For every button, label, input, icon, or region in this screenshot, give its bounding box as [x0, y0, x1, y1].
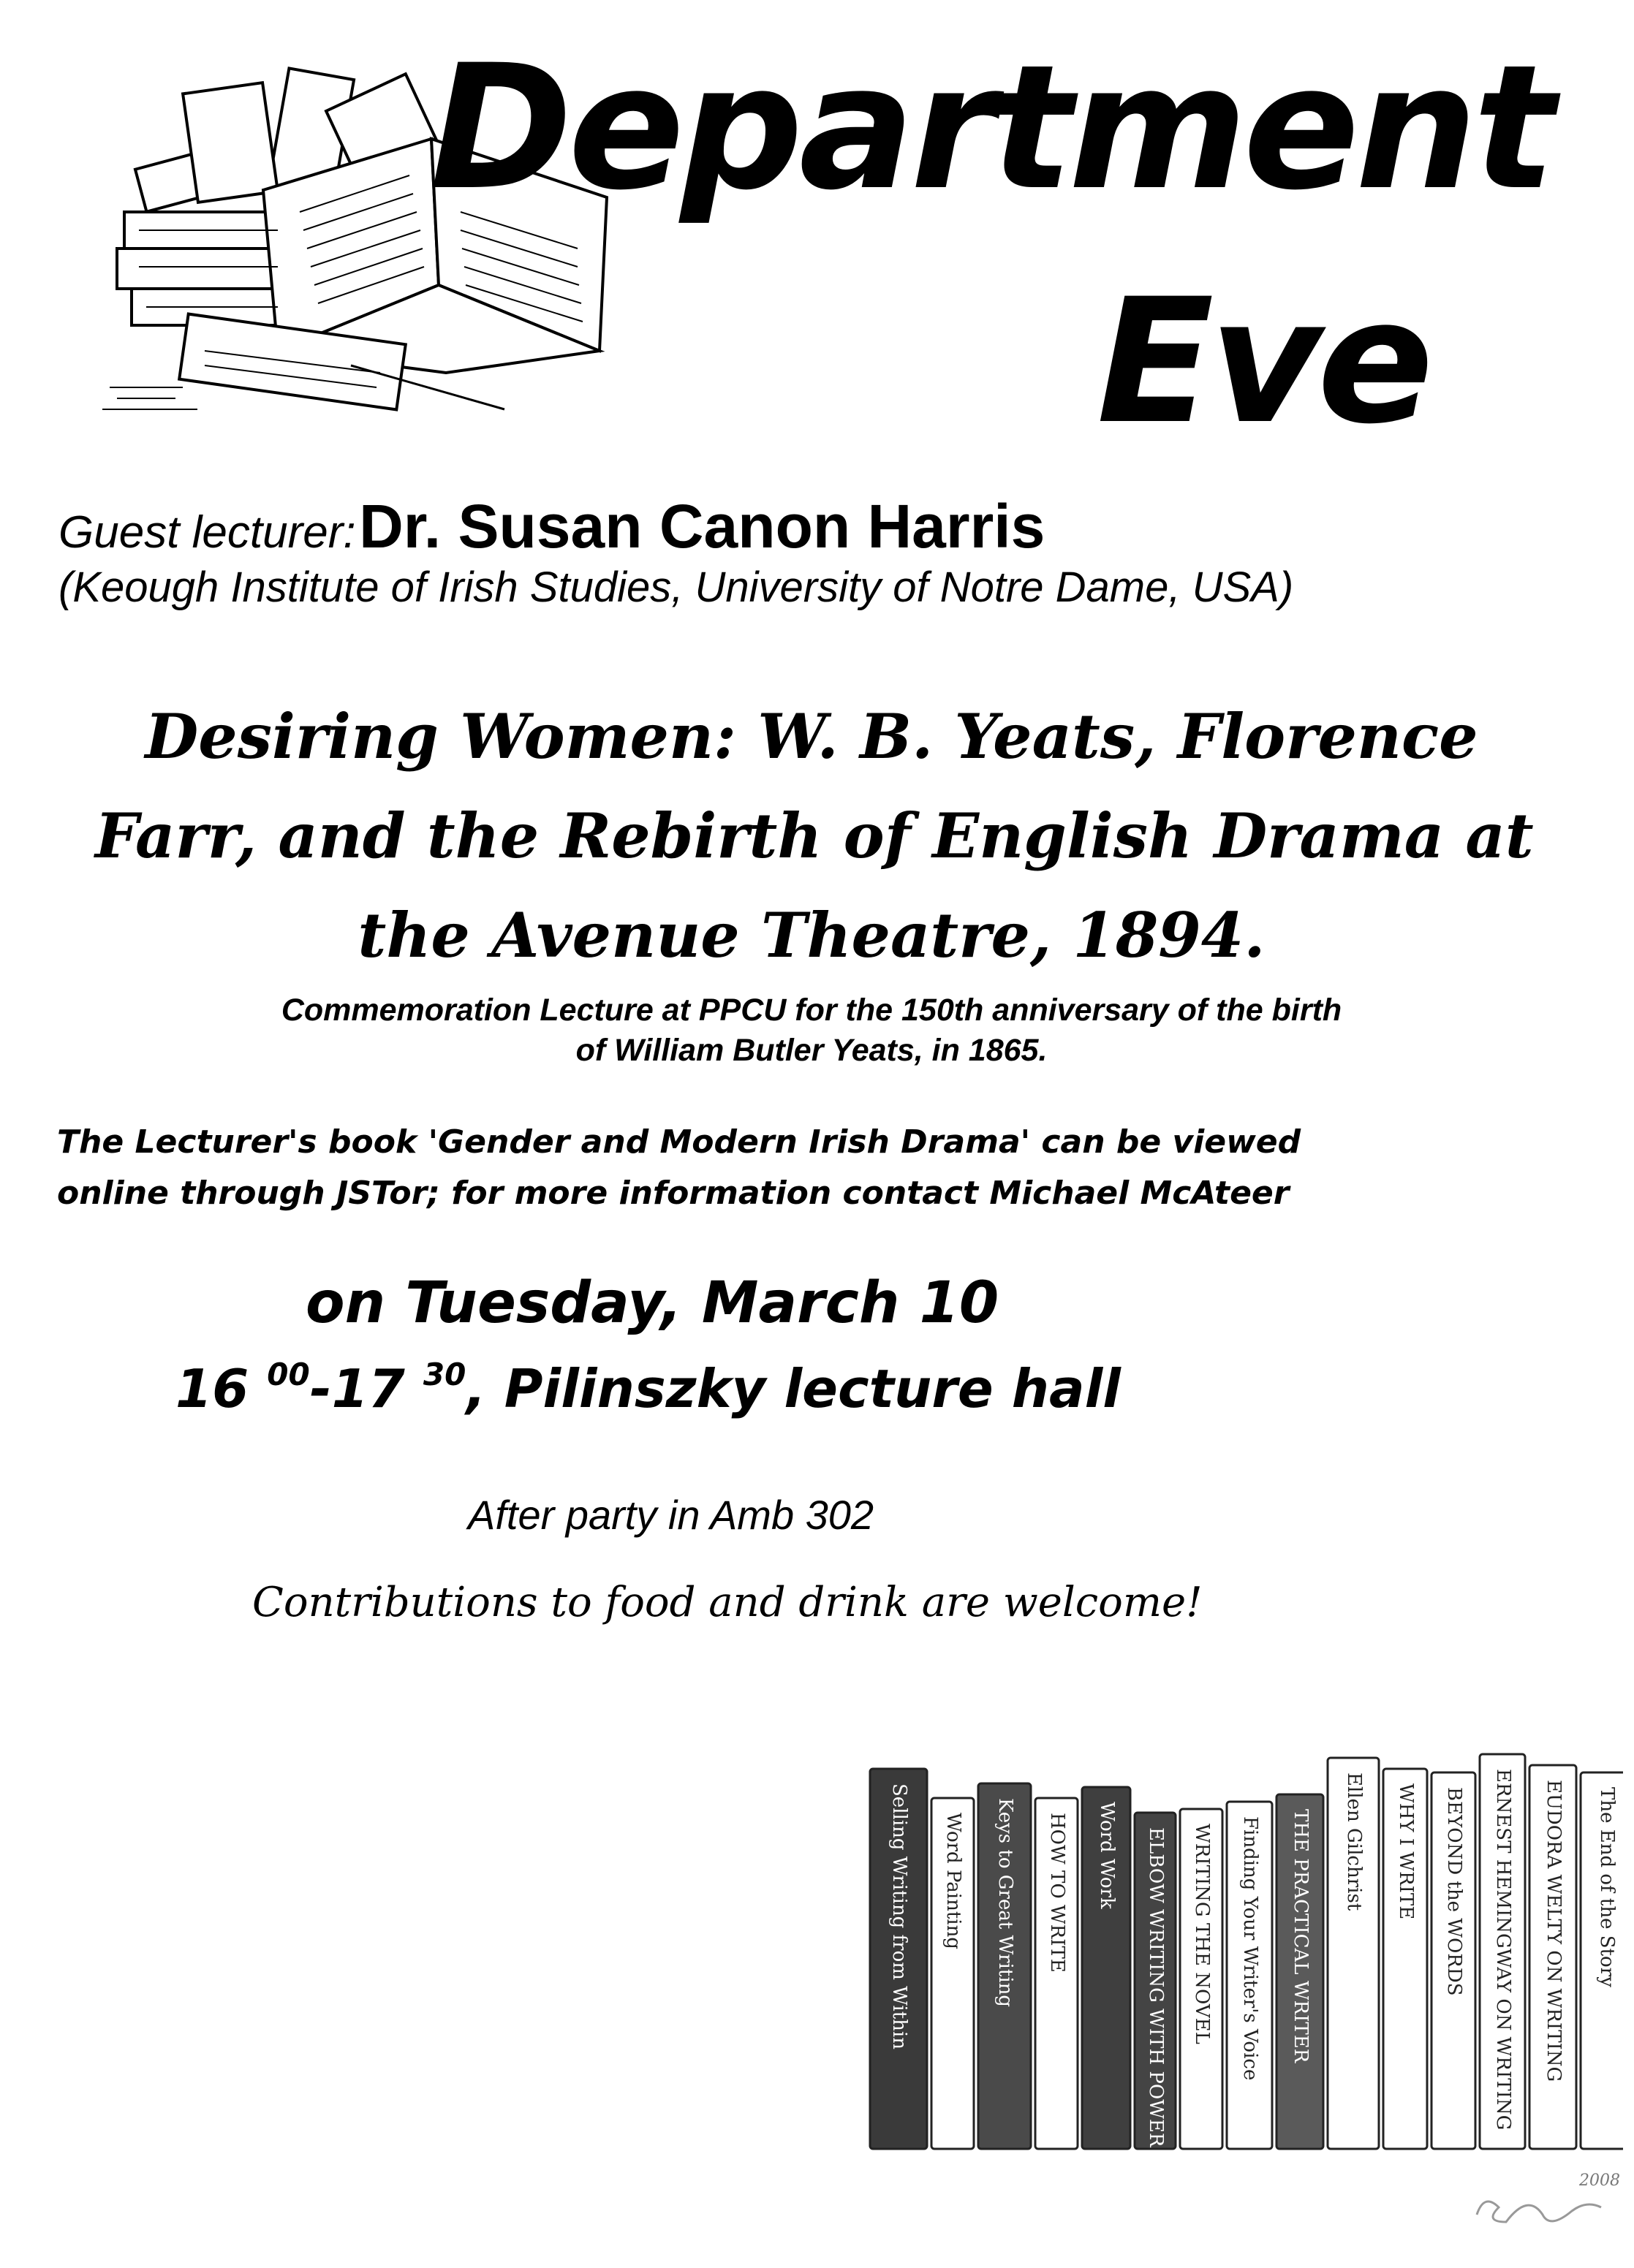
- after-party-note: After party in Amb 302: [468, 1492, 874, 1538]
- book-spine-title: WRITING THE NOVEL: [1191, 1824, 1213, 2044]
- book-spine-title: BEYOND the WORDS: [1443, 1787, 1465, 1996]
- book-spine-title: Keys to Great Writing: [994, 1798, 1016, 2008]
- book-spine-title: WHY I WRITE: [1395, 1783, 1417, 1920]
- book-note-line: online through JSTor; for more information contact Michael McAteer: [57, 1175, 1290, 1212]
- event-date: on Tuesday, March 10: [306, 1270, 999, 1336]
- event-place: , Pilinszky lecture hall: [466, 1358, 1121, 1419]
- end-hour: -17: [309, 1358, 405, 1419]
- event-time-place: [175, 1358, 1121, 1419]
- commemoration-note: [132, 990, 1491, 1071]
- book-spine-title: EUDORA WELTY ON WRITING: [1543, 1780, 1565, 2082]
- book-spine-title: ELBOW WRITING WITH POWER: [1145, 1827, 1167, 2147]
- book-spine-title: ERNEST HEMINGWAY ON WRITING: [1492, 1769, 1514, 2131]
- book-spine-title: Word Painting: [942, 1813, 964, 1949]
- title-department: Department: [430, 29, 1551, 228]
- commemoration-line: of William Butler Yeats, in 1865.: [575, 1033, 1048, 1068]
- book-spine-title: Word Work: [1096, 1802, 1118, 1909]
- book-spine-title: HOW TO WRITE: [1046, 1813, 1068, 1973]
- book-note: [57, 1117, 1301, 1219]
- guest-lecturer-label: Guest lecturer:: [58, 507, 356, 558]
- book-spine-title: THE PRACTICAL WRITER: [1290, 1809, 1312, 2063]
- book-spine-title: The End of the Story: [1596, 1787, 1618, 1987]
- book-spine-title: Finding Your Writer's Voice: [1239, 1816, 1261, 2081]
- book-note-line: The Lecturer's book 'Gender and Modern Irish Drama' can be viewed: [57, 1123, 1301, 1161]
- signature-year: 2008: [1579, 2172, 1620, 2190]
- artist-signature: [1477, 2201, 1601, 2222]
- commemoration-line: Commemoration Lecture at PPCU for the 150th anniversary of the birth: [281, 993, 1342, 1028]
- book-spine-title: Ellen Gilchrist: [1343, 1772, 1365, 1911]
- contributions-note: Contributions to food and drink are welcome!: [252, 1579, 1203, 1626]
- title-eve: Eve: [1097, 262, 1430, 462]
- start-minute: 00: [267, 1357, 310, 1392]
- guest-lecturer-name: Dr. Susan Canon Harris: [359, 492, 1045, 561]
- book-spine-title: Selling Writing from Within: [888, 1783, 910, 2049]
- bookshelf-illustration: [841, 1703, 1623, 2258]
- start-hour: 16: [175, 1358, 249, 1419]
- lecture-title-line: Farr, and the Rebirth of English Drama at: [95, 800, 1534, 872]
- guest-affiliation: (Keough Institute of Irish Studies, University of Notre Dame, USA): [58, 564, 1294, 611]
- guest-lecturer-line: [58, 491, 1045, 562]
- lecture-title: [95, 687, 1534, 985]
- lecture-title-line: the Avenue Theatre, 1894.: [358, 899, 1266, 971]
- end-minute: 30: [423, 1357, 466, 1392]
- lecture-title-line: Desiring Women: W. B. Yeats, Florence: [145, 700, 1478, 773]
